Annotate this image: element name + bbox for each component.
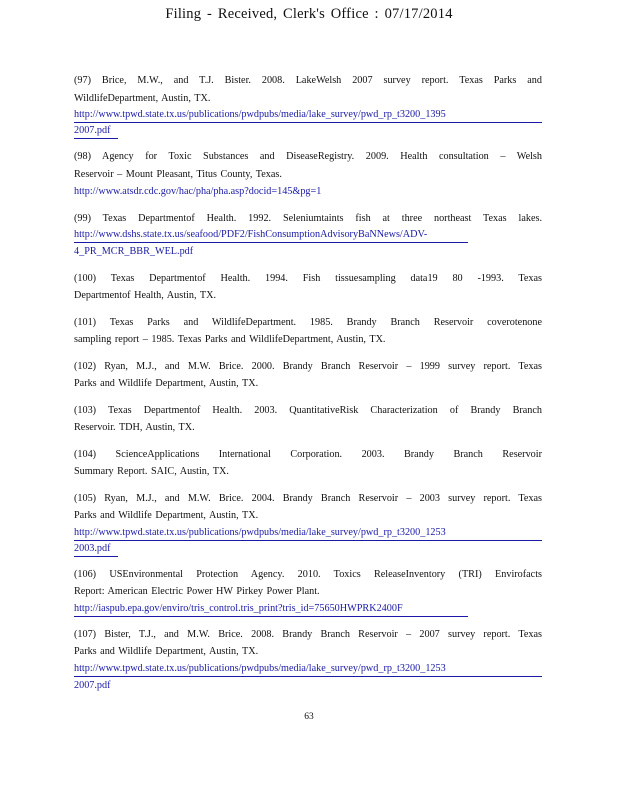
reference-item	[74, 626, 542, 695]
reference-item	[74, 210, 542, 261]
reference-line: Report: American Electric Power HW Pirkey Power Plant.	[74, 586, 320, 597]
reference-line: (99) Texas Departmentof Health. 1992. Seleniumtaints fish at three northeast Texas lakes.	[74, 212, 542, 224]
reference-item	[74, 270, 542, 305]
reference-item	[74, 358, 542, 393]
reference-line: (100) Texas Departmentof Health. 1994. Fish tissuesampling data19 80 -1993. Texas	[74, 272, 542, 284]
reference-link-continuation[interactable]: 2003.pdf	[74, 542, 118, 557]
reference-line: Departmentof Health, Austin, TX.	[74, 290, 217, 301]
reference-item	[74, 490, 542, 557]
reference-line: (101) Texas Parks and WildlifeDepartment. 1985. Brandy Branch Reservoir coverotenone	[74, 316, 542, 328]
reference-link-continuation[interactable]: 2007.pdf	[74, 124, 118, 139]
reference-link[interactable]: http://www.tpwd.state.tx.us/publications/pwdpubs/media/lake_survey/pwd_rp_t3200_1253	[74, 526, 542, 541]
reference-line: Parks and Wildlife Department, Austin, TX.	[74, 510, 259, 521]
reference-link[interactable]: http://www.atsdr.cdc.gov/hac/pha/pha.asp?docid=145&pg=1	[74, 186, 322, 197]
reference-item	[74, 446, 542, 481]
reference-line: Parks and Wildlife Department, Austin, TX.	[74, 378, 259, 389]
reference-line: Summary Report. SAIC, Austin, TX.	[74, 466, 229, 477]
filing-header: Filing - Received, Clerk's Office : 07/17/2014	[165, 6, 453, 22]
reference-link-continuation[interactable]: 4_PR_MCR_BBR_WEL.pdf	[74, 246, 194, 257]
reference-item	[74, 402, 542, 437]
reference-list	[74, 72, 542, 703]
reference-link[interactable]: http://www.dshs.state.tx.us/seafood/PDF2/FishConsumptionAdvisoryBaNNews/ADV-	[74, 228, 468, 243]
reference-link[interactable]: http://www.tpwd.state.tx.us/publications/pwdpubs/media/lake_survey/pwd_rp_t3200_1395	[74, 108, 542, 123]
reference-item	[74, 72, 542, 139]
reference-line: (107) Bister, T.J., and M.W. Brice. 2008. Brandy Branch Reservoir – 2007 survey report. Texas	[74, 628, 542, 640]
reference-line: (103) Texas Departmentof Health. 2003. QuantitativeRisk Characterization of Brandy Branch	[74, 404, 542, 416]
reference-line: WildlifeDepartment, Austin, TX.	[74, 92, 211, 104]
reference-item	[74, 148, 542, 201]
reference-line: (102) Ryan, M.J., and M.W. Brice. 2000. Brandy Branch Reservoir – 1999 survey report. Texas	[74, 360, 542, 372]
reference-line: Parks and Wildlife Department, Austin, TX.	[74, 646, 259, 657]
reference-line: (105) Ryan, M.J., and M.W. Brice. 2004. Brandy Branch Reservoir – 2003 survey report. Texas	[74, 492, 542, 504]
reference-link[interactable]: http://www.tpwd.state.tx.us/publications/pwdpubs/media/lake_survey/pwd_rp_t3200_1253	[74, 662, 542, 677]
page-number: 63	[304, 712, 314, 722]
reference-line: (98) Agency for Toxic Substances and DiseaseRegistry. 2009. Health consultation – Welsh	[74, 151, 542, 162]
reference-line: sampling report – 1985. Texas Parks and WildlifeDepartment, Austin, TX.	[74, 334, 386, 345]
reference-item	[74, 314, 542, 349]
reference-line: Reservoir. TDH, Austin, TX.	[74, 422, 195, 433]
reference-item	[74, 566, 542, 617]
reference-line: (104) ScienceApplications International Corporation. 2003. Brandy Branch Reservoir	[74, 448, 542, 460]
reference-line: (106) USEnvironmental Protection Agency. 2010. Toxics ReleaseInventory (TRI) Envirofacts	[74, 568, 542, 580]
reference-line: Reservoir – Mount Pleasant, Titus County, Texas.	[74, 168, 282, 180]
reference-link-continuation[interactable]: 2007.pdf	[74, 679, 111, 691]
reference-line: (97) Brice, M.W., and T.J. Bister. 2008. LakeWelsh 2007 survey report. Texas Parks and	[74, 75, 542, 86]
reference-link[interactable]: http://iaspub.epa.gov/enviro/tris_control.tris_print?tris_id=75650HWPRK2400F	[74, 602, 468, 617]
